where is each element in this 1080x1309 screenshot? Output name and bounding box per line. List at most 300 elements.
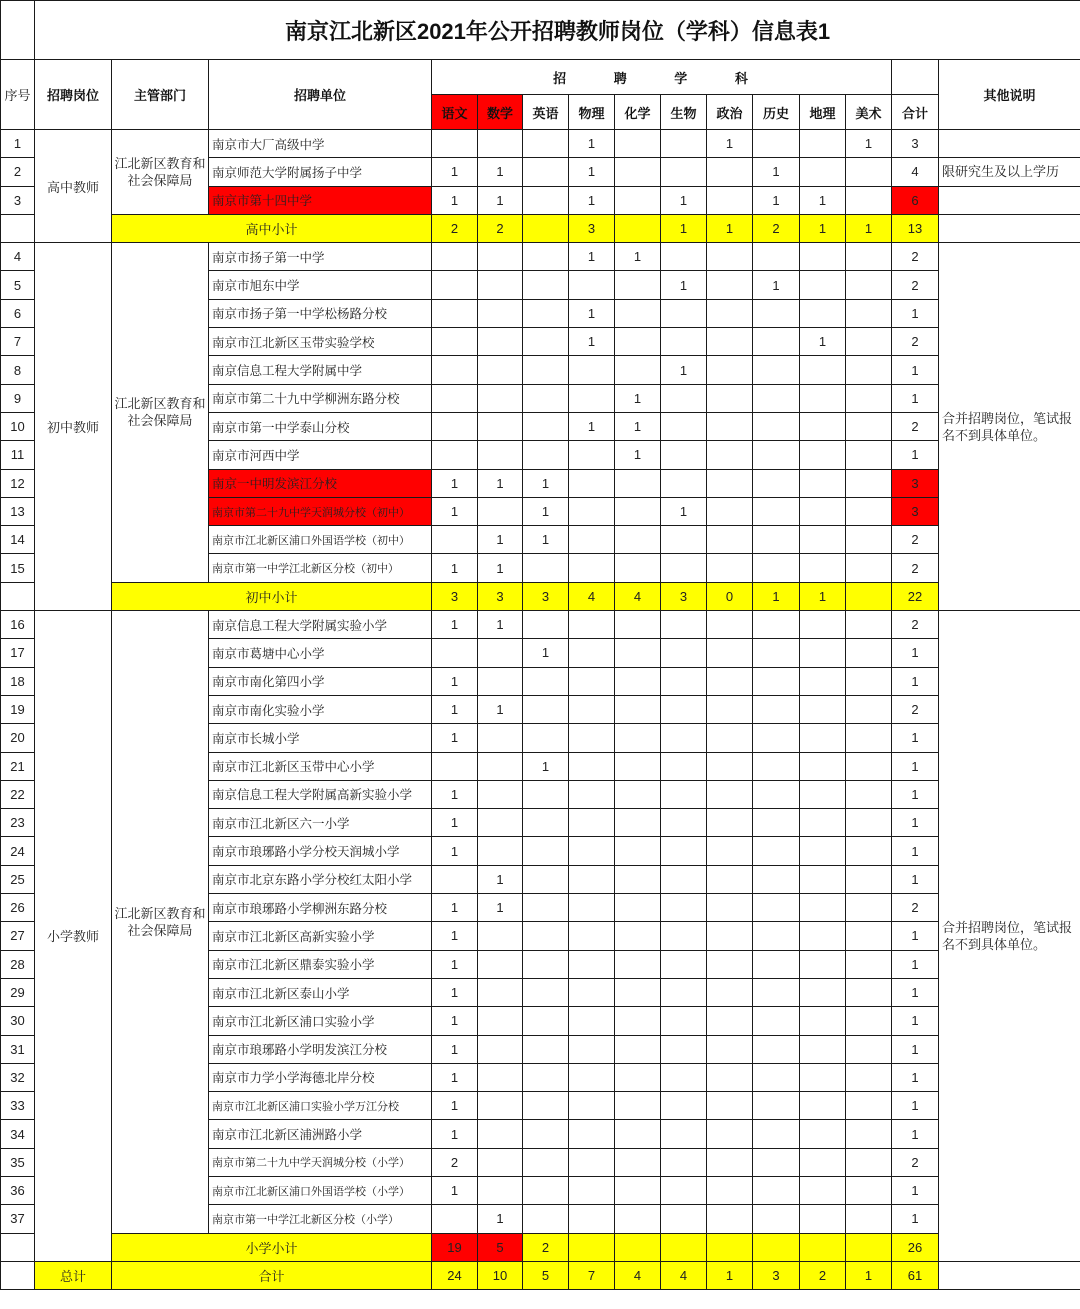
- subtotal-value-cell: 1: [661, 214, 707, 242]
- seq-cell: 3: [1, 186, 35, 214]
- subject-value-cell: [800, 639, 846, 667]
- subject-value-cell: [569, 1063, 615, 1091]
- subject-value-cell: [615, 469, 661, 497]
- subject-value-cell: [478, 724, 523, 752]
- row-total-cell: 3: [892, 469, 939, 497]
- subject-value-cell: [753, 667, 800, 695]
- row-total-cell: 2: [892, 1148, 939, 1176]
- subject-value-cell: [800, 752, 846, 780]
- unit-cell: 南京市力学小学海德北岸分校: [209, 1063, 432, 1091]
- subject-value-cell: [707, 158, 753, 186]
- subject-value-cell: [707, 809, 753, 837]
- subject-value-cell: [707, 554, 753, 582]
- unit-cell: 南京市葛塘中心小学: [209, 639, 432, 667]
- subject-value-cell: [707, 243, 753, 271]
- subject-value-cell: 1: [661, 271, 707, 299]
- header-subject-3: 物理: [569, 95, 615, 130]
- subject-value-cell: [478, 328, 523, 356]
- subject-value-cell: 1: [569, 243, 615, 271]
- subject-value-cell: [707, 186, 753, 214]
- subject-value-cell: [661, 1205, 707, 1233]
- subject-value-cell: [661, 639, 707, 667]
- seq-cell: 23: [1, 809, 35, 837]
- unit-cell: 南京市第一中学江北新区分校（初中）: [209, 554, 432, 582]
- subject-value-cell: [661, 809, 707, 837]
- subject-value-cell: [846, 922, 892, 950]
- seq-cell-blank: [1, 214, 35, 242]
- unit-cell: 南京市旭东中学: [209, 271, 432, 299]
- subject-value-cell: [846, 158, 892, 186]
- subject-value-cell: [661, 752, 707, 780]
- subject-value-cell: [661, 611, 707, 639]
- subject-value-cell: [661, 780, 707, 808]
- subject-value-cell: [661, 837, 707, 865]
- subject-value-cell: [846, 894, 892, 922]
- subject-value-cell: [707, 639, 753, 667]
- position-cell: 小学教师: [35, 611, 112, 1262]
- position-cell: 初中教师: [35, 243, 112, 611]
- subject-value-cell: [523, 328, 569, 356]
- subject-value-cell: [615, 554, 661, 582]
- subtotal-value-cell: 0: [707, 582, 753, 610]
- subject-value-cell: 1: [615, 243, 661, 271]
- subject-value-cell: [569, 865, 615, 893]
- subject-value-cell: [569, 922, 615, 950]
- subject-value-cell: [707, 950, 753, 978]
- subject-value-cell: 1: [432, 1035, 478, 1063]
- subject-value-cell: [432, 526, 478, 554]
- subject-value-cell: [846, 186, 892, 214]
- subject-value-cell: [800, 724, 846, 752]
- subject-value-cell: 1: [432, 695, 478, 723]
- header-subject-7: 历史: [753, 95, 800, 130]
- subject-value-cell: [523, 695, 569, 723]
- subject-value-cell: [478, 356, 523, 384]
- subject-value-cell: [523, 1120, 569, 1148]
- subject-value-cell: [615, 837, 661, 865]
- subject-value-cell: [569, 695, 615, 723]
- subject-value-cell: [615, 1007, 661, 1035]
- subject-value-cell: 1: [432, 780, 478, 808]
- subject-value-cell: [569, 554, 615, 582]
- subject-value-cell: [478, 412, 523, 440]
- subject-value-cell: [753, 469, 800, 497]
- seq-cell: 30: [1, 1007, 35, 1035]
- subject-value-cell: [569, 1148, 615, 1176]
- seq-cell: 1: [1, 130, 35, 158]
- subtotal-value-cell: 3: [661, 582, 707, 610]
- seq-cell: 5: [1, 271, 35, 299]
- subject-value-cell: 1: [432, 497, 478, 525]
- subject-value-cell: 1: [432, 1063, 478, 1091]
- subject-value-cell: [615, 1063, 661, 1091]
- subject-value-cell: [523, 950, 569, 978]
- subject-value-cell: [800, 1092, 846, 1120]
- subject-value-cell: [569, 526, 615, 554]
- grand-total-value-cell: 4: [615, 1261, 661, 1289]
- subject-value-cell: [478, 780, 523, 808]
- subject-value-cell: [523, 299, 569, 327]
- subject-value-cell: [661, 554, 707, 582]
- subject-value-cell: 1: [432, 1007, 478, 1035]
- department-cell: 江北新区教育和社会保障局: [112, 243, 209, 583]
- subject-value-cell: [753, 130, 800, 158]
- subject-value-cell: [707, 384, 753, 412]
- subject-value-cell: [478, 441, 523, 469]
- subject-value-cell: [432, 865, 478, 893]
- table-row: [1, 130, 1080, 158]
- subject-value-cell: [707, 780, 753, 808]
- subject-value-cell: [707, 837, 753, 865]
- grand-total-value-cell: 1: [846, 1261, 892, 1289]
- subject-value-cell: [569, 469, 615, 497]
- row-total-cell: 1: [892, 837, 939, 865]
- subject-value-cell: [478, 384, 523, 412]
- unit-cell: 南京市北京东路小学分校红太阳小学: [209, 865, 432, 893]
- subtotal-value-cell: 3: [478, 582, 523, 610]
- subject-value-cell: 1: [569, 186, 615, 214]
- subject-value-cell: 1: [800, 328, 846, 356]
- subject-value-cell: 1: [432, 1176, 478, 1204]
- subtotal-value-cell: [846, 1233, 892, 1261]
- subtotal-value-cell: 2: [523, 1233, 569, 1261]
- unit-cell: 南京市江北新区鼎泰实验小学: [209, 950, 432, 978]
- subject-value-cell: [753, 243, 800, 271]
- row-total-cell: 1: [892, 667, 939, 695]
- subtotal-value-cell: 1: [846, 214, 892, 242]
- subtotal-value-cell: [569, 1233, 615, 1261]
- subject-value-cell: [569, 384, 615, 412]
- remark-cell: [939, 186, 1080, 214]
- subtotal-value-cell: 4: [569, 582, 615, 610]
- subject-value-cell: [846, 639, 892, 667]
- remark-cell: 合并招聘岗位，笔试报名不到具体单位。: [939, 611, 1080, 1262]
- subject-value-cell: [615, 978, 661, 1006]
- subject-value-cell: [846, 724, 892, 752]
- seq-cell: 15: [1, 554, 35, 582]
- subject-value-cell: [753, 1063, 800, 1091]
- unit-cell: 南京市扬子第一中学松杨路分校: [209, 299, 432, 327]
- subject-value-cell: [661, 865, 707, 893]
- seq-cell: 29: [1, 978, 35, 1006]
- subject-value-cell: [523, 1007, 569, 1035]
- subject-value-cell: [523, 611, 569, 639]
- subtotal-label: 初中小计: [112, 582, 432, 610]
- subject-value-cell: 1: [432, 158, 478, 186]
- subject-value-cell: [615, 667, 661, 695]
- subject-value-cell: [753, 497, 800, 525]
- subject-value-cell: [478, 809, 523, 837]
- unit-cell: 南京市第二十九中学天润城分校（小学）: [209, 1148, 432, 1176]
- subject-value-cell: [523, 130, 569, 158]
- unit-cell: 南京市江北新区浦口外国语学校（初中）: [209, 526, 432, 554]
- subject-value-cell: 1: [569, 158, 615, 186]
- subject-value-cell: [478, 1092, 523, 1120]
- remark-cell: 合并招聘岗位，笔试报名不到具体单位。: [939, 243, 1080, 611]
- seq-cell: 14: [1, 526, 35, 554]
- subject-value-cell: [800, 780, 846, 808]
- subtotal-label: 高中小计: [112, 214, 432, 242]
- subject-value-cell: [846, 243, 892, 271]
- subject-value-cell: [707, 412, 753, 440]
- subject-value-cell: [569, 894, 615, 922]
- subject-value-cell: [523, 1063, 569, 1091]
- seq-cell-blank: [1, 1261, 35, 1289]
- subject-value-cell: 1: [432, 611, 478, 639]
- subtotal-value-cell: 2: [753, 214, 800, 242]
- subject-value-cell: 1: [523, 639, 569, 667]
- row-total-cell: 1: [892, 1063, 939, 1091]
- subject-value-cell: [569, 271, 615, 299]
- subject-value-cell: [707, 1035, 753, 1063]
- remark-cell: 限研究生及以上学历: [939, 158, 1080, 186]
- subject-value-cell: [707, 1092, 753, 1120]
- seq-cell: 20: [1, 724, 35, 752]
- subject-value-cell: [432, 412, 478, 440]
- subject-value-cell: 1: [432, 837, 478, 865]
- subject-value-cell: [707, 1007, 753, 1035]
- subject-value-cell: [432, 328, 478, 356]
- subject-value-cell: [800, 809, 846, 837]
- subject-value-cell: [707, 978, 753, 1006]
- subtotal-value-cell: 19: [432, 1233, 478, 1261]
- subject-value-cell: [661, 130, 707, 158]
- subject-value-cell: [615, 1092, 661, 1120]
- subject-value-cell: [478, 752, 523, 780]
- grand-total-value-cell: 24: [432, 1261, 478, 1289]
- row-total-cell: 1: [892, 639, 939, 667]
- row-total-cell: 2: [892, 328, 939, 356]
- subject-value-cell: [753, 384, 800, 412]
- subject-value-cell: [615, 724, 661, 752]
- subject-value-cell: [523, 922, 569, 950]
- subject-value-cell: [615, 1148, 661, 1176]
- unit-cell: 南京市江北新区泰山小学: [209, 978, 432, 1006]
- subject-value-cell: [523, 865, 569, 893]
- subject-value-cell: [753, 356, 800, 384]
- subject-value-cell: [478, 837, 523, 865]
- row-total-cell: 1: [892, 809, 939, 837]
- subject-value-cell: [523, 384, 569, 412]
- grand-total-value-cell: 7: [569, 1261, 615, 1289]
- subject-value-cell: 1: [615, 441, 661, 469]
- subject-value-cell: [707, 1120, 753, 1148]
- position-cell: 高中教师: [35, 130, 112, 243]
- subject-value-cell: [569, 1205, 615, 1233]
- subject-value-cell: [478, 950, 523, 978]
- subject-value-cell: 1: [661, 497, 707, 525]
- subject-value-cell: [800, 667, 846, 695]
- subject-value-cell: [615, 1176, 661, 1204]
- header-subjects-group: 招 聘 学 科: [432, 60, 892, 95]
- seq-cell: 12: [1, 469, 35, 497]
- subject-value-cell: 1: [523, 752, 569, 780]
- seq-cell: 36: [1, 1176, 35, 1204]
- subtotal-value-cell: 3: [569, 214, 615, 242]
- subject-value-cell: [615, 186, 661, 214]
- row-total-cell: 1: [892, 1007, 939, 1035]
- unit-cell: 南京市江北新区浦口实验小学万江分校: [209, 1092, 432, 1120]
- subject-value-cell: [523, 809, 569, 837]
- subject-value-cell: [846, 780, 892, 808]
- subject-value-cell: [846, 469, 892, 497]
- subject-value-cell: 1: [615, 412, 661, 440]
- header-subject-4: 化学: [615, 95, 661, 130]
- subject-value-cell: 1: [432, 724, 478, 752]
- subject-value-cell: [753, 1176, 800, 1204]
- subject-value-cell: [569, 667, 615, 695]
- subject-value-cell: [753, 611, 800, 639]
- seq-cell: 26: [1, 894, 35, 922]
- subject-value-cell: [800, 441, 846, 469]
- subject-value-cell: [846, 809, 892, 837]
- subject-value-cell: [846, 978, 892, 1006]
- subtotal-value-cell: 2: [432, 214, 478, 242]
- subject-value-cell: [707, 724, 753, 752]
- subject-value-cell: [846, 299, 892, 327]
- unit-cell: 南京市第一中学泰山分校: [209, 412, 432, 440]
- subject-value-cell: [569, 1120, 615, 1148]
- seq-cell: 21: [1, 752, 35, 780]
- subject-value-cell: [661, 412, 707, 440]
- subject-value-cell: [569, 1092, 615, 1120]
- subject-value-cell: [846, 1176, 892, 1204]
- unit-cell: 南京市琅琊路小学分校天润城小学: [209, 837, 432, 865]
- subject-value-cell: 1: [432, 894, 478, 922]
- subject-value-cell: [478, 667, 523, 695]
- subject-value-cell: [661, 695, 707, 723]
- subject-value-cell: [800, 554, 846, 582]
- seq-cell: 32: [1, 1063, 35, 1091]
- row-total-cell: 1: [892, 724, 939, 752]
- subject-value-cell: [707, 271, 753, 299]
- seq-cell: 24: [1, 837, 35, 865]
- subject-value-cell: [753, 1035, 800, 1063]
- subject-value-cell: [569, 497, 615, 525]
- remark-cell-blank: [939, 1261, 1080, 1289]
- row-total-cell: 2: [892, 271, 939, 299]
- subject-value-cell: [800, 356, 846, 384]
- subject-value-cell: [800, 978, 846, 1006]
- subject-value-cell: 1: [478, 158, 523, 186]
- subtotal-value-cell: [615, 1233, 661, 1261]
- unit-cell: 南京市琅琊路小学柳洲东路分校: [209, 894, 432, 922]
- subject-value-cell: [478, 271, 523, 299]
- subject-value-cell: [523, 186, 569, 214]
- grand-total-left-label: 总计: [35, 1261, 112, 1289]
- subject-value-cell: [615, 865, 661, 893]
- unit-cell: 南京师范大学附属扬子中学: [209, 158, 432, 186]
- subject-value-cell: 2: [432, 1148, 478, 1176]
- subject-value-cell: [753, 922, 800, 950]
- subject-value-cell: [615, 328, 661, 356]
- subject-value-cell: [523, 667, 569, 695]
- subtotal-total-cell: 26: [892, 1233, 939, 1261]
- subject-value-cell: [615, 695, 661, 723]
- subject-value-cell: [478, 1063, 523, 1091]
- header-subject-6: 政治: [707, 95, 753, 130]
- unit-cell: 南京市江北新区六一小学: [209, 809, 432, 837]
- grand-total-value-cell: 4: [661, 1261, 707, 1289]
- subject-value-cell: [569, 978, 615, 1006]
- subject-value-cell: [569, 1176, 615, 1204]
- subject-value-cell: [615, 1120, 661, 1148]
- unit-cell: 南京市第二十九中学柳洲东路分校: [209, 384, 432, 412]
- seq-cell: 25: [1, 865, 35, 893]
- seq-cell: 16: [1, 611, 35, 639]
- subject-value-cell: [569, 752, 615, 780]
- subject-value-cell: [753, 328, 800, 356]
- subject-value-cell: [800, 695, 846, 723]
- subtotal-value-cell: [707, 1233, 753, 1261]
- seq-cell: 35: [1, 1148, 35, 1176]
- subject-value-cell: [800, 299, 846, 327]
- department-cell: 江北新区教育和社会保障局: [112, 611, 209, 1234]
- row-total-cell: 1: [892, 384, 939, 412]
- subject-value-cell: [707, 922, 753, 950]
- subject-value-cell: 1: [478, 526, 523, 554]
- seq-cell: 11: [1, 441, 35, 469]
- subject-value-cell: [707, 1148, 753, 1176]
- subject-value-cell: [569, 780, 615, 808]
- subject-value-cell: [478, 922, 523, 950]
- department-cell: 江北新区教育和社会保障局: [112, 130, 209, 215]
- subject-value-cell: [615, 639, 661, 667]
- subject-value-cell: [478, 639, 523, 667]
- row-total-cell: 1: [892, 752, 939, 780]
- subject-value-cell: [753, 894, 800, 922]
- subject-value-cell: [661, 299, 707, 327]
- subject-value-cell: [615, 950, 661, 978]
- subject-value-cell: [615, 526, 661, 554]
- subject-value-cell: [523, 780, 569, 808]
- subject-value-cell: [569, 724, 615, 752]
- subject-value-cell: [800, 130, 846, 158]
- subject-value-cell: [615, 356, 661, 384]
- subject-value-cell: [800, 469, 846, 497]
- subject-value-cell: [661, 922, 707, 950]
- subject-value-cell: 1: [432, 469, 478, 497]
- subject-value-cell: [707, 441, 753, 469]
- subject-value-cell: [615, 130, 661, 158]
- subject-value-cell: [661, 158, 707, 186]
- subtotal-total-cell: 13: [892, 214, 939, 242]
- grand-total-value-cell: 1: [707, 1261, 753, 1289]
- unit-cell: 南京信息工程大学附属实验小学: [209, 611, 432, 639]
- subject-value-cell: [846, 695, 892, 723]
- table-row: [1, 243, 1080, 271]
- subject-value-cell: [661, 1148, 707, 1176]
- subject-value-cell: 1: [478, 554, 523, 582]
- subject-value-cell: [846, 1035, 892, 1063]
- subject-value-cell: [846, 271, 892, 299]
- subject-value-cell: [478, 130, 523, 158]
- unit-cell: 南京信息工程大学附属高新实验小学: [209, 780, 432, 808]
- subject-value-cell: [800, 950, 846, 978]
- subject-value-cell: 1: [753, 186, 800, 214]
- subject-value-cell: [753, 526, 800, 554]
- header-row-1: [1, 60, 1080, 95]
- header-subject-5: 生物: [661, 95, 707, 130]
- subject-value-cell: 1: [432, 1092, 478, 1120]
- row-total-cell: 2: [892, 894, 939, 922]
- row-total-cell: 6: [892, 186, 939, 214]
- grand-total-cell: 61: [892, 1261, 939, 1289]
- subject-value-cell: [800, 922, 846, 950]
- subject-value-cell: [661, 1176, 707, 1204]
- subject-value-cell: [615, 158, 661, 186]
- subtotal-value-cell: 1: [800, 214, 846, 242]
